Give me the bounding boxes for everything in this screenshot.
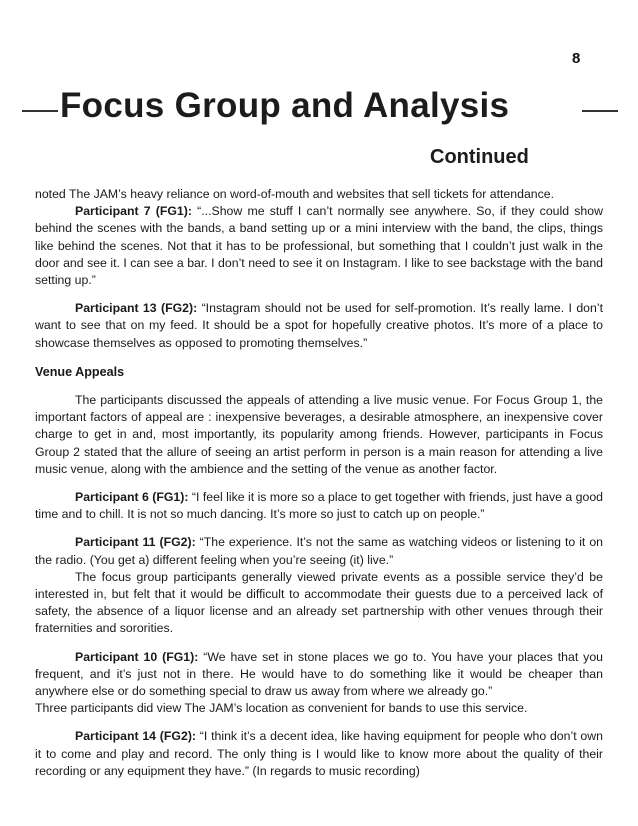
speaker-label: Participant 10 (FG1):	[75, 649, 199, 664]
speaker-label: Participant 6 (FG1):	[75, 490, 189, 505]
speaker-label: Participant 13 (FG2):	[75, 301, 198, 316]
page-title: Focus Group and Analysis	[60, 86, 510, 125]
quote-text: “We have set in stone places we go to. You have your places that you frequent, and it’s just not in there. He would have to do something like it would be cheaper than anywhere else or do something special to draw us away from where we already go.”	[35, 649, 604, 699]
quote-participant-13	[35, 300, 603, 352]
title-rule-right	[582, 110, 618, 112]
title-row	[22, 86, 618, 130]
speaker-label: Participant 14 (FG2):	[75, 729, 197, 744]
paragraph-intro: noted The JAM’s heavy reliance on word-of-mouth and websites that sell tickets for attendance.	[35, 187, 555, 201]
paragraph-location: Three participants did view The JAM’s location as convenient for bands to use this service.	[35, 701, 528, 716]
quote-text: “...Show me stuff I can’t normally see anywhere. So, if they could show behind the scenes with the bands, a band setting up or a mini interview with the band, the clips, things like behind the scenes. Not that it has to be professional, but something that I couldn’t just walk in the door and see it. I can see a bar. I don’t need to see it on Instagram. I like to see backstage with the band setting up.”	[35, 204, 603, 288]
paragraph-venue-appeals: The participants discussed the appeals of attending a live music venue. For Focus Group 1, the important factors of appeal are : inexpensive beverages, a desirable atmosphere, an inexpensive cover charge to get in and, most importantly, its popularity among friends. However, participants in Focus Group 2 stated that the allure of seeing an artist perform in person is a main reason for attending a live music venue, along with the ambience and the setting of the venue as another factor.	[35, 393, 603, 476]
quote-participant-11	[35, 534, 603, 568]
page-number: 8	[572, 50, 581, 67]
section-heading-venue-appeals: Venue Appeals	[35, 364, 125, 379]
body-text	[35, 186, 603, 780]
speaker-label: Participant 7 (FG1):	[75, 204, 192, 219]
quote-participant-10	[35, 649, 603, 701]
page-subtitle: Continued	[430, 146, 529, 168]
quote-text: “I feel like it is more so a place to get together with friends, just have a good time and to chill. It is not so much dancing. It’s more so just to catch up on people.”	[35, 490, 603, 522]
title-rule-left	[22, 110, 58, 112]
quote-participant-6	[35, 489, 603, 523]
quote-text: “Instagram should not be used for self-promotion. It’s really lame. I don’t want to see that on my feed. It should be a spot for hopefully creative photos. It’s more of a place to showcase themselves as opposed to promoting themselves.”	[35, 301, 603, 350]
quote-text: “The experience. It’s not the same as watching videos or listening to it on the radio. (You get a) different feeling when you’re seeing (it) live.”	[35, 535, 603, 567]
quote-participant-7	[35, 203, 603, 289]
speaker-label: Participant 11 (FG2):	[75, 535, 196, 550]
quote-text: “I think it’s a decent idea, like having equipment for people who don’t own it to come and play and record. The only thing is I would like to know more about the quality of their recording or any equipment they have.” (In regards to music recording)	[35, 729, 603, 778]
quote-participant-14	[35, 728, 603, 780]
paragraph-private-events: The focus group participants generally viewed private events as a possible service they’d be interested in, but felt that it would be difficult to accommodate their guests due to a perceived lack of safety, the absence of a liquor license and an already set partnership with other venues through their fraternities and sororities.	[35, 569, 603, 636]
